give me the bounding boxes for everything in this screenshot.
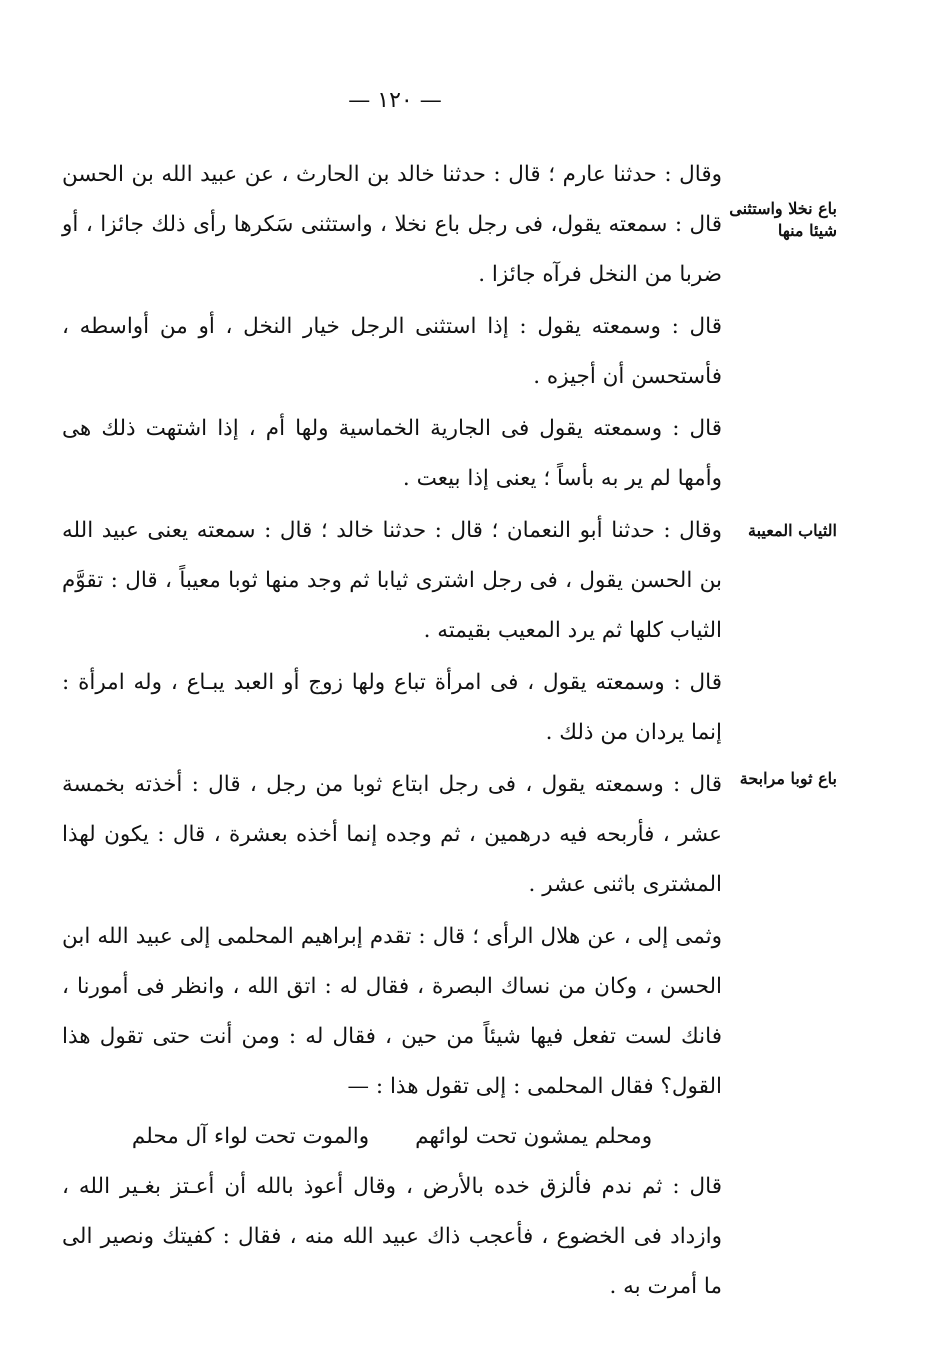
paragraph: وثمى إلى ، عن هلال الرأى ؛ قال : تقدم إبراهيم المحلمى إلى عبيد الله ابن الحسن ، وكان من نساك البصرة ، فقال له : اتق الله ، وانظر فى أمورنا ، فانك لست تفعل فيها شيئاً من حين ، فقال له : ومن أنت حتى تقول هذا القول؟ فقال المحلمى : إلى تقول هذا : —: [62, 924, 722, 1099]
paragraph: وقال : حدثنا أبو النعمان ؛ قال : حدثنا خالد ؛ قال : سمعته يعنى عبيد الله بن الحسن يقول ، فى رجل اشترى ثيابا ثم وجد منها ثوبا معيباً ، قال : تقوَّم الثياب كلها ثم يرد المعيب بقيمته .: [62, 518, 722, 643]
paragraph: وقال : حدثنا عارم ؛ قال : حدثنا خالد بن الحارث ، عن عبيد الله بن الحسن قال : سمعته يقول، فى رجل باع نخلا ، واستثنى سَكرها رأى ذلك جائزا ، أو ضربا من النخل فرآه جائزا .: [62, 162, 722, 287]
paragraph: قال : وسمعته يقول فى الجارية الخماسية ولها أم ، إذا اشتهت ذلك هى وأمها لم ير به بأساً ؛ يعنى إذا بيعت .: [62, 416, 722, 491]
verse-first-hemistich: ومحلم يمشون تحت لوائهم: [415, 1124, 653, 1149]
margin-note-murabaha-sale: باع ثوبا مرابحة: [739, 769, 837, 788]
page-number: — ١٢٠ —: [348, 88, 442, 113]
paragraph: قال : ثم ندم فألزق خده بالأرض ، وقال أعوذ بالله أن أعـتز بغـير الله ، وازداد فى الخضوع ، فأعجب ذاك عبيد الله منه ، فقال : كفيتك ونصير الى ما أمرت به .: [62, 1174, 722, 1299]
main-text: [62, 150, 722, 1312]
paragraph: قال : وسمعته يقول : إذا استثنى الرجل خيار النخل ، أو من أواسطه ، فأستحسن أن أجيزه .: [62, 314, 722, 389]
paragraph: قال : وسمعته يقول ، فى رجل ابتاع ثوبا من رجل ، قال : أخذته بخمسة عشر ، فأربحه فيه درهمين ، ثم وجده إنما أخذه بعشرة ، قال : يكون لهذا المشترى باثنى عشر .: [62, 772, 722, 897]
margin-note-defective-clothes: الثياب المعيبة: [747, 521, 837, 540]
paragraph: قال : وسمعته يقول ، فى امرأة تباع ولها زوج أو العبد يبـاع ، وله امرأة : إنما يردان من ذلك .: [62, 670, 722, 745]
poetry-verse: [62, 1112, 722, 1162]
verse-second-hemistich: والموت تحت لواء آل محلم: [131, 1124, 370, 1149]
margin-note-palm-sale: باع نخلا واستثنى شيئا منها: [729, 199, 837, 240]
